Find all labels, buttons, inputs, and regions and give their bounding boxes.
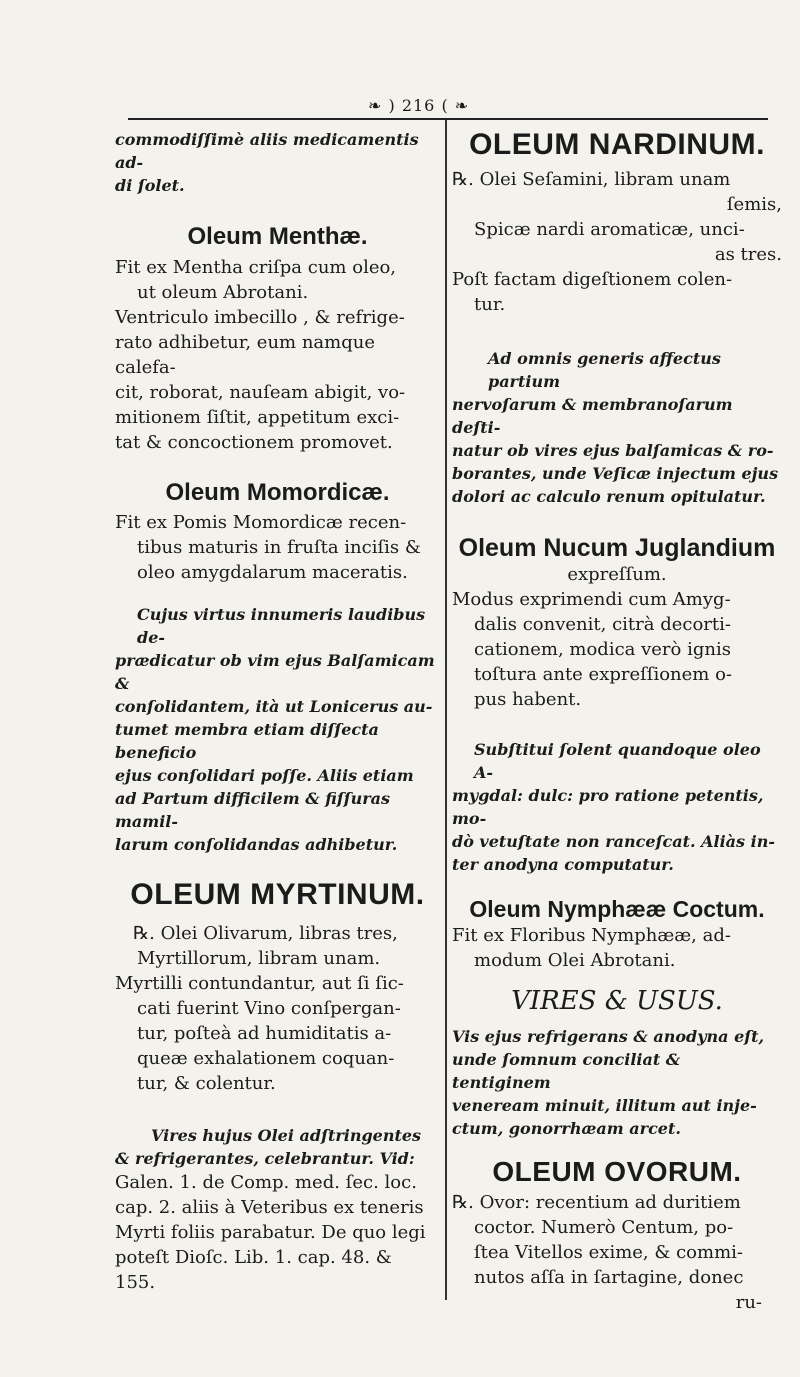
menthae-line: cit, roborat, nauſeam abigit, vo- xyxy=(115,381,406,403)
myrtinum-vires-line: poteſt Dioſc. Lib. 1. cap. 48. & xyxy=(115,1246,392,1268)
nardinum-line: as tres. xyxy=(714,243,782,265)
myrtinum-line: queæ exhalationem coquan- xyxy=(137,1047,395,1069)
nardinum-italic: natur ob vires ejus balſamicas & ro- xyxy=(452,440,774,460)
myrtinum-line: tur, & colentur. xyxy=(137,1072,276,1094)
myrtinum-vires-line: Galen. 1. de Comp. med. ſec. loc. xyxy=(115,1171,417,1193)
nardinum-italic: nervoſarum & membranoſarum deſti- xyxy=(452,394,733,437)
momordicae-line: tibus maturis in fruſta inciſis & xyxy=(137,537,421,559)
myrtinum-vires-line: Vires hujus Olei adſtringentes xyxy=(151,1125,422,1145)
juglandium-line: pus habent. xyxy=(474,689,582,711)
nymphaeae-italic: ctum, gonorrhæam arcet. xyxy=(452,1118,681,1138)
momordicae-italic: Cujus virtus innumeris laudibus de- xyxy=(137,605,426,648)
nardinum-note xyxy=(452,347,782,508)
intro-text: commodiſſimè aliis medicamentis ad- di ſolet. xyxy=(115,130,419,195)
nymphaeae-italic: unde ſomnum conciliat & tentiginem xyxy=(452,1049,681,1092)
juglandium-italic: dò vetuſtate non ranceſcat. Aliàs in- xyxy=(452,832,775,852)
right-column xyxy=(452,122,782,1315)
nardinum-line: Spicæ nardi aromaticæ, unci- xyxy=(474,218,745,240)
myrtinum-vires-line: & refrigerantes, celebrantur. Vid: xyxy=(115,1148,415,1168)
myrtinum-line: cati fuerint Vino conſpergan- xyxy=(137,997,401,1019)
nardinum-line: ſemis, xyxy=(726,193,782,215)
myrtinum-line: ℞. Olei Olivarum, libras tres, xyxy=(133,922,398,944)
nardinum-line: tur. xyxy=(474,293,506,315)
momordicae-italic: larum conſolidandas adhibetur. xyxy=(115,835,398,855)
momordicae-note xyxy=(115,603,440,856)
nardinum-italic: dolori ac calculo renum opitulatur. xyxy=(452,486,766,506)
juglandium-italic: ter anodyna computatur. xyxy=(452,855,674,875)
heading-oleum-juglandium: Oleum Nucum Juglandium xyxy=(458,533,776,562)
catchword: ru- xyxy=(735,1291,762,1313)
myrtinum-line: Myrtillorum, libram unam. xyxy=(137,947,381,969)
myrtinum-body xyxy=(115,921,440,1096)
nardinum-italic: Ad omnis generis affectus partium xyxy=(488,348,721,391)
momordicae-italic: conſolidantem, ità ut Lonicerus au- xyxy=(115,697,433,717)
juglandium-subtitle: expreſſum. xyxy=(567,564,667,586)
heading-vires-usus: VIRES & USUS. xyxy=(511,985,723,1016)
juglandium-line: Modus exprimendi cum Amyg- xyxy=(452,589,731,611)
nymphaeae-line: Fit ex Floribus Nymphææ, ad- xyxy=(452,924,731,946)
myrtinum-vires-line: cap. 2. aliis à Veteribus ex teneris xyxy=(115,1196,424,1218)
momordicae-body xyxy=(115,510,440,585)
menthae-line: mitionem ſiſtit, appetitum exci- xyxy=(115,406,400,428)
ovorum-line: ℞. Ovor: recentium ad duritiem xyxy=(452,1191,741,1213)
column-divider xyxy=(445,120,447,1300)
momordicae-italic: tumet membra etiam diſſecta beneficio xyxy=(115,720,379,763)
heading-oleum-momordicae: Oleum Momordicæ. xyxy=(165,478,390,506)
juglandium-line: dalis convenit, citrà decorti- xyxy=(474,614,731,636)
momordicae-italic: prædicatur ob vim ejus Balſamicam & xyxy=(115,651,435,694)
nymphaeae-italic: Vis ejus refrigerans & anodyna eſt, xyxy=(452,1026,765,1046)
nymphaeae-line: modum Olei Abrotani. xyxy=(474,949,676,971)
menthae-body xyxy=(115,255,440,455)
momordicae-line: oleo amygdalarum maceratis. xyxy=(137,562,408,584)
menthae-line: Fit ex Mentha criſpa cum oleo, xyxy=(115,256,397,278)
page-header xyxy=(128,96,768,120)
momordicae-italic: ad Partum difficilem & fiſſuras mamil- xyxy=(115,789,391,832)
ovorum-body xyxy=(452,1190,782,1315)
myrtinum-line: tur, poſteà ad humiditatis a- xyxy=(137,1022,392,1044)
nardinum-line: Poſt factam digeſtionem colen- xyxy=(452,268,733,290)
momordicae-line: Fit ex Pomis Momordicæ recen- xyxy=(115,512,407,534)
heading-oleum-ovorum: OLEUM OVORUM. xyxy=(492,1155,742,1187)
myrtinum-vires-line: Myrti foliis parabatur. De quo legi xyxy=(115,1221,426,1243)
ovorum-line: ſtea Vitellos exime, & commi- xyxy=(474,1241,743,1263)
juglandium-italic: Subſtitui ſolent quandoque oleo A- xyxy=(474,740,761,783)
menthae-line: ut oleum Abrotani. xyxy=(137,281,309,303)
menthae-line: tat & concoctionem promovet. xyxy=(115,431,393,453)
menthae-line: Ventriculo imbecillo , & refrige- xyxy=(115,306,405,328)
ovorum-line: nutos aſſa in ſartagine, donec xyxy=(474,1266,744,1288)
juglandium-line: cationem, modica verò ignis xyxy=(474,639,731,661)
juglandium-note xyxy=(452,738,782,876)
momordicae-italic: ejus conſolidari poſſe. Aliis etiam xyxy=(115,766,414,786)
myrtinum-vires-line: 155. xyxy=(115,1271,156,1293)
juglandium-line: toſtura ante expreſſionem o- xyxy=(474,664,733,686)
heading-oleum-nymphaeae: Oleum Nymphææ Coctum. xyxy=(469,896,765,923)
heading-oleum-myrtinum: OLEUM MYRTINUM. xyxy=(130,878,425,912)
nymphaeae-body xyxy=(452,923,782,973)
myrtinum-line: Myrtilli contundantur, aut ſi ſic- xyxy=(115,972,404,994)
menthae-line: rato adhibetur, eum namque calefa- xyxy=(115,331,375,378)
heading-oleum-nardinum: OLEUM NARDINUM. xyxy=(469,128,765,161)
nardinum-body xyxy=(452,167,782,317)
nymphaeae-italic: veneream minuit, illitum aut inje- xyxy=(452,1095,757,1115)
juglandium-italic: mygdal: dulc: pro ratione petentis, mo- xyxy=(452,786,764,829)
nymphaeae-note xyxy=(452,1025,782,1140)
left-column xyxy=(115,122,440,1295)
ovorum-line: coctor. Numerò Centum, po- xyxy=(474,1216,734,1238)
nardinum-line: ℞. Olei Seſamini, libram unam xyxy=(452,168,731,190)
page-number: ❧ ) 216 ( ❧ xyxy=(368,96,470,115)
nardinum-italic: borantes, unde Veſicæ injectum ejus xyxy=(452,463,779,483)
juglandium-body xyxy=(452,587,782,712)
heading-oleum-menthae: Oleum Menthæ. xyxy=(187,223,368,250)
myrtinum-vires xyxy=(115,1124,440,1295)
